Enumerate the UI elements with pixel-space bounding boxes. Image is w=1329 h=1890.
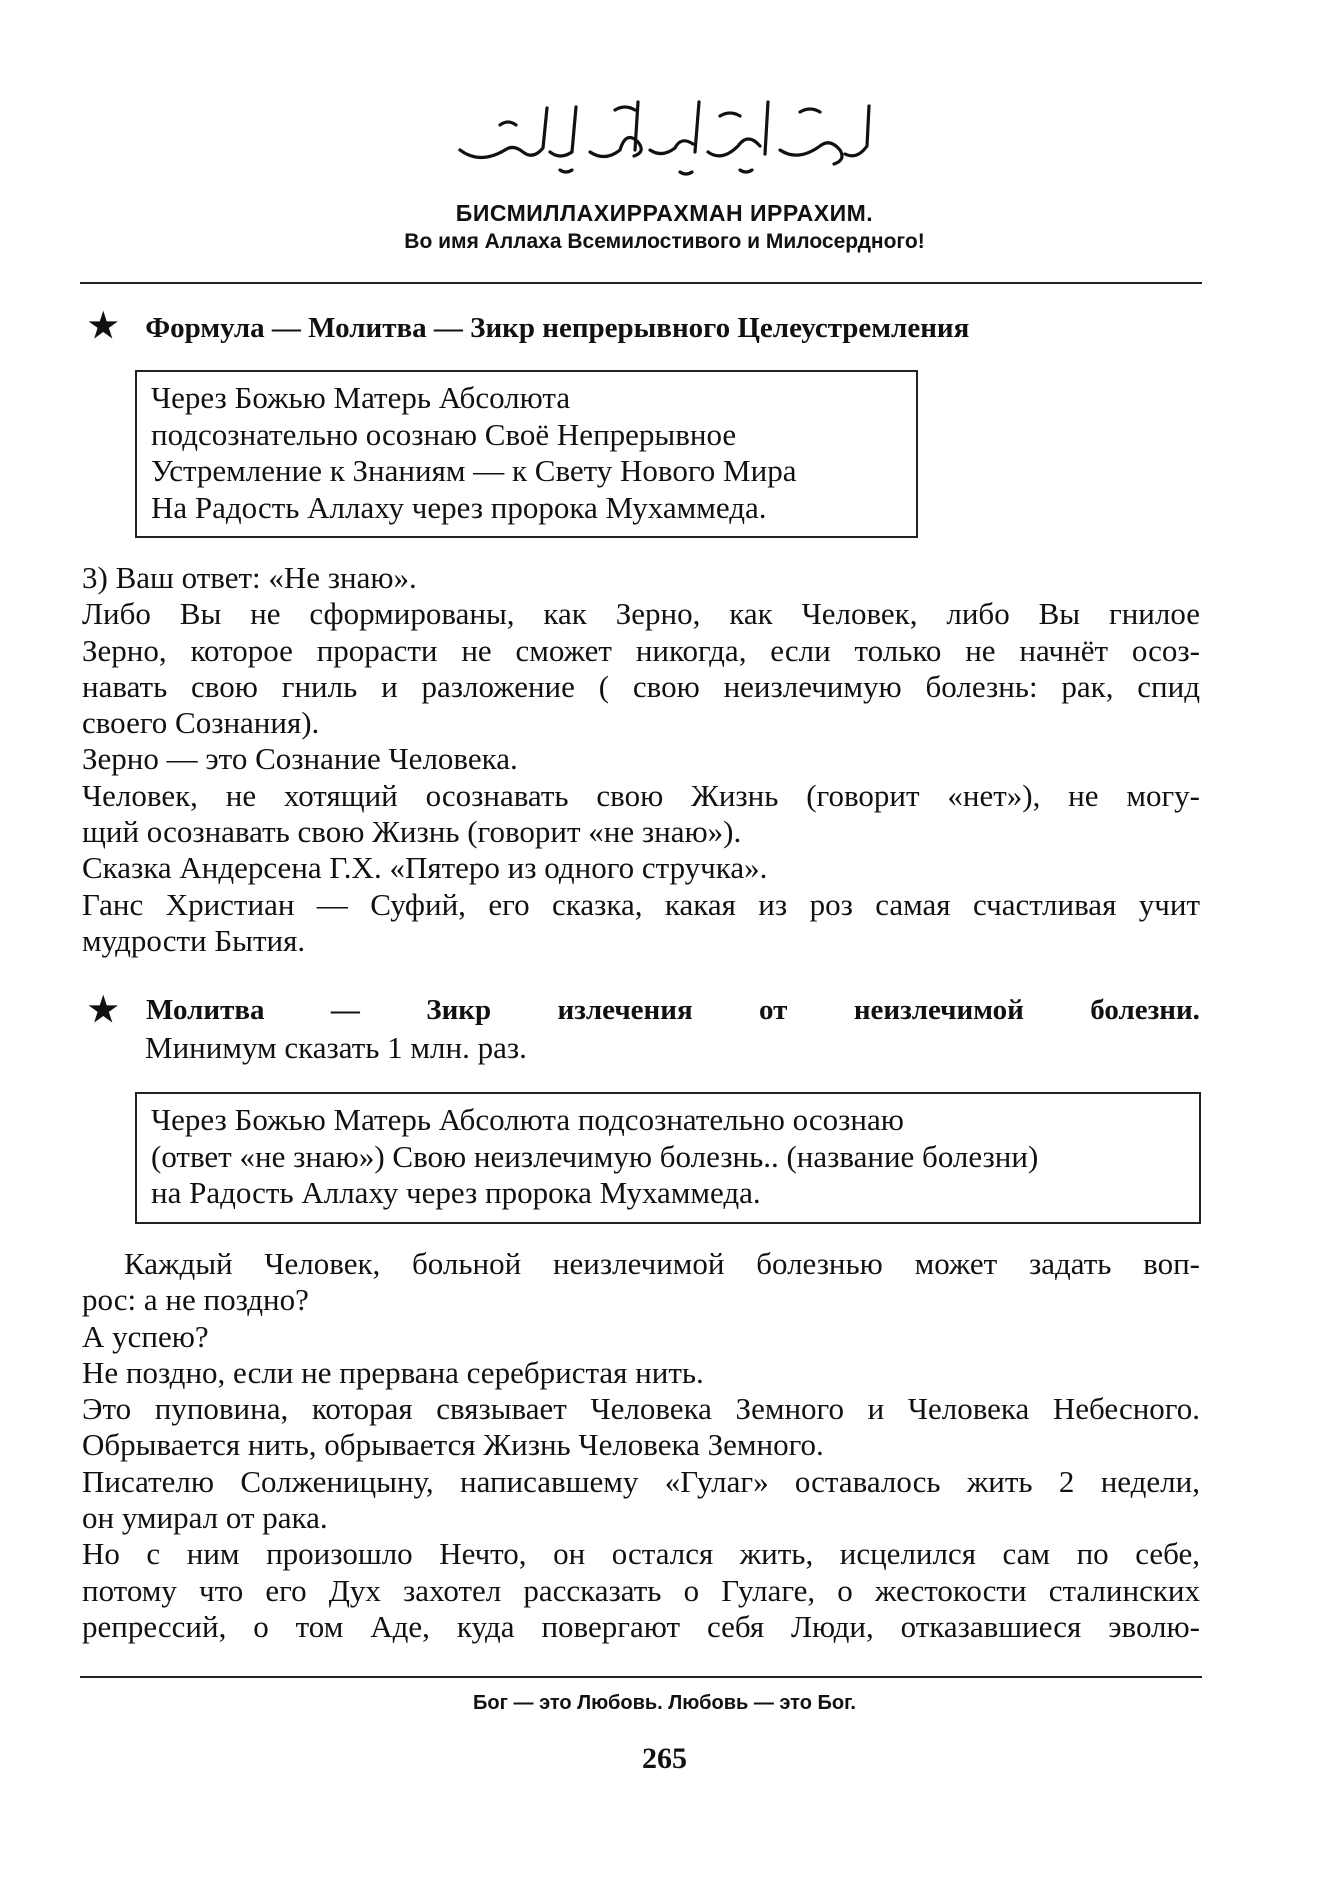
text-line: мудрости Бытия.	[82, 922, 306, 958]
header-title: БИСМИЛЛАХИРРАХМАН ИРРАХИМ.	[455, 200, 874, 226]
section1-prayer-box	[135, 370, 918, 538]
text-line: потому что его Дух захотел рассказать о Гулаге, о жестокости сталинских	[82, 1572, 1200, 1608]
star-icon: ★	[88, 992, 119, 1029]
text-line: Это пуповина, которая связывает Человека Земного и Человека Небесного.	[82, 1391, 1200, 1427]
title-word: излечения	[557, 994, 693, 1026]
star-icon: ★	[88, 308, 119, 345]
text-line: Человек, не хотящий осознавать свою Жизнь (говорит «нет»), не могу-	[82, 777, 1200, 813]
text-line: Зерно — это Сознание Человека.	[82, 741, 518, 777]
text-line: Зерно, которое прорасти не сможет никогда, если только не начнёт осоз-	[82, 632, 1200, 668]
section1-title-text: Формула — Молитва — Зикр непрерывного Целеустремления	[145, 312, 970, 344]
text-line: своего Сознания).	[82, 705, 320, 741]
body-paragraph-2	[82, 1246, 1200, 1645]
footer-motto: Бог — это Любовь. Любовь — это Бог.	[473, 1692, 856, 1714]
text-line: Сказка Андерсена Г.Х. «Пятеро из одного стручка».	[82, 850, 768, 886]
text-line: Не поздно, если не прервана серебристая нить.	[82, 1354, 704, 1390]
bismillah-calligraphy	[440, 80, 890, 180]
body-paragraph-1	[82, 560, 1200, 959]
text-line: щий осознавать свою Жизнь (говорит «не знаю»).	[82, 814, 742, 850]
text-line: рос: а не поздно?	[82, 1282, 309, 1318]
title-word: Зикр	[426, 994, 492, 1026]
prayer-line: Через Божью Матерь Абсолюта подсознательно осознаю	[151, 1102, 904, 1137]
title-word: Молитва	[146, 994, 265, 1026]
top-rule	[80, 282, 1202, 284]
text-line: Либо Вы не сформированы, как Зерно, как Человек, либо Вы гнилое	[82, 596, 1200, 632]
section2-title-text	[146, 994, 1200, 1027]
text-line: Обрывается нить, обрывается Жизнь Человека Земного.	[82, 1427, 824, 1463]
text-line: Минимум сказать 1 млн. раз.	[145, 1030, 527, 1065]
header-subtitle: Во имя Аллаха Всемилостивого и Милосердного!	[404, 230, 925, 253]
text-line: репрессий, о том Аде, куда повергают себя Люди, отказавшиеся эволю-	[82, 1608, 1200, 1644]
title-word: —	[330, 994, 360, 1026]
prayer-line: на Радость Аллаху через пророка Мухаммеда.	[151, 1175, 761, 1210]
text-line: 3) Ваш ответ: «Не знаю».	[82, 560, 417, 595]
bismillah-calligraphy-drawing	[440, 80, 890, 180]
section2-prayer-box	[135, 1092, 1201, 1224]
text-line: Ганс Христиан — Суфий, его сказка, какая из роз самая счастливая учит	[82, 886, 1200, 922]
page-number: 265	[642, 1742, 687, 1775]
prayer-line: Устремление к Знаниям — к Свету Нового Мира	[151, 453, 797, 488]
text-line: он умирал от рака.	[82, 1500, 328, 1536]
text-line: Писателю Солженицыну, написавшему «Гулаг» оставалось жить 2 недели,	[82, 1463, 1200, 1499]
text-line: Каждый Человек, больной неизлечимой болезнью может задать воп-	[124, 1246, 1200, 1281]
section1-title	[88, 306, 969, 346]
text-line: навать свою гниль и разложение ( свою неизлечимую болезнь: рак, спид	[82, 668, 1200, 704]
title-word: болезни.	[1090, 994, 1200, 1026]
prayer-line: На Радость Аллаху через пророка Мухаммеда.	[151, 489, 767, 525]
section2-subtitle	[145, 1030, 945, 1066]
title-word: неизлечимой	[853, 994, 1024, 1026]
text-line: Но с ним произошло Нечто, он остался жить, исцелился сам по себе,	[82, 1536, 1200, 1572]
prayer-line: Через Божью Матерь Абсолюта	[151, 380, 571, 415]
bottom-rule	[80, 1676, 1202, 1678]
text-line: А успею?	[82, 1318, 209, 1354]
prayer-line: подсознательно осознаю Своё Непрерывное	[151, 416, 737, 452]
title-word: от	[759, 994, 788, 1026]
prayer-line: (ответ «не знаю») Свою неизлечимую болезнь.. (название болезни)	[151, 1138, 1039, 1174]
